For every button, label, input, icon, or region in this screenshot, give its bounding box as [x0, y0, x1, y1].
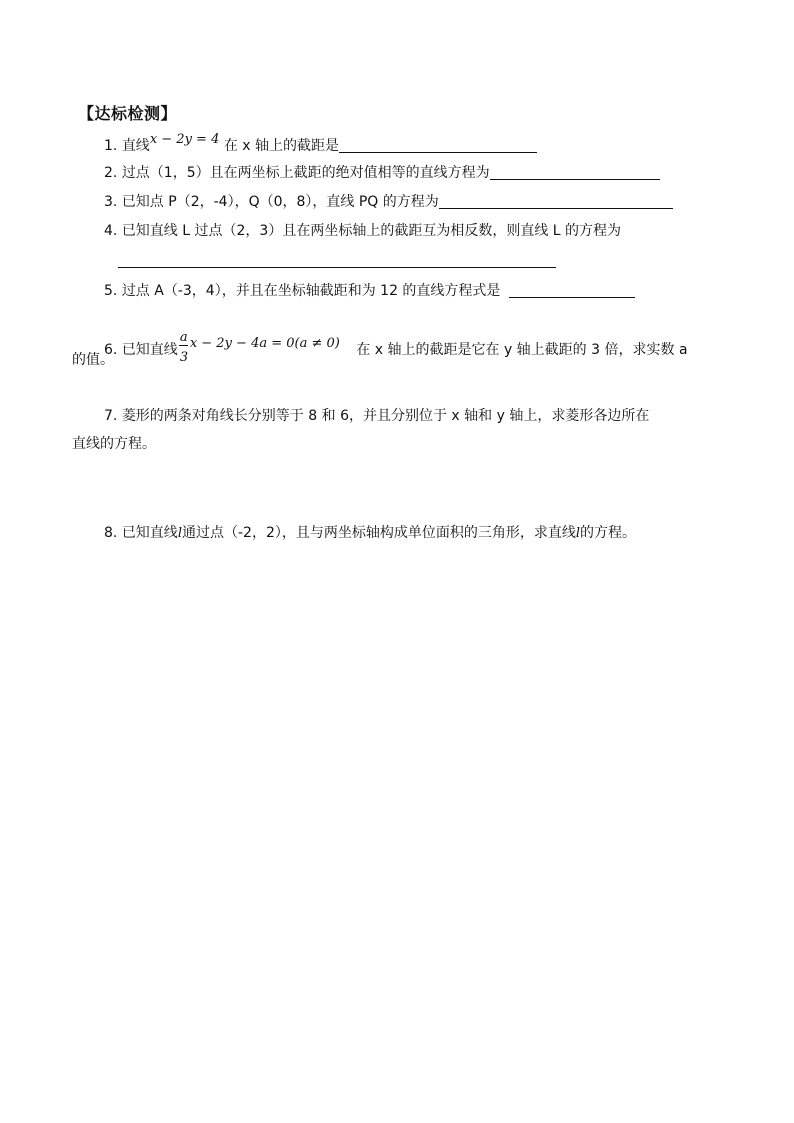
- question-6-continuation: 的值。: [72, 352, 114, 368]
- question-text: 在 x 轴上的截距是: [223, 138, 339, 154]
- answer-blank[interactable]: [439, 193, 673, 209]
- answer-blank[interactable]: [490, 164, 660, 180]
- question-text: 直线: [121, 138, 150, 154]
- fraction-denominator: 3: [179, 350, 189, 365]
- question-3: [104, 192, 673, 212]
- question-7: [104, 406, 649, 426]
- question-6: [104, 328, 688, 368]
- fraction: [178, 328, 190, 368]
- question-number: 8.: [104, 525, 118, 541]
- question-2: [104, 163, 660, 183]
- math-variable: l: [177, 526, 182, 541]
- question-number: 7.: [104, 408, 118, 424]
- question-number: 4.: [104, 223, 118, 239]
- question-number: 6.: [104, 342, 118, 358]
- question-7-continuation: 直线的方程。: [72, 436, 156, 452]
- answer-blank[interactable]: [118, 252, 556, 268]
- question-number: 1.: [104, 138, 118, 154]
- question-8: [104, 523, 636, 544]
- question-text: 过点（1，5）且在两坐标上截距的绝对值相等的直线方程为: [121, 165, 490, 181]
- question-5: [104, 281, 635, 301]
- question-text: 在 x 轴上的截距是它在 y 轴上截距的 3 倍，求实数 a: [356, 342, 688, 358]
- section-heading: 【达标检测】: [78, 104, 178, 123]
- question-number: 2.: [104, 165, 118, 181]
- fraction-numerator: a: [179, 330, 188, 345]
- question-text: 已知直线: [121, 525, 178, 541]
- question-text: 已知直线 L 过点（2，3）且在两坐标轴上的截距互为相反数，则直线 L 的方程为: [121, 223, 622, 239]
- fraction-bar: [179, 345, 188, 346]
- question-text: 的方程。: [580, 525, 637, 541]
- math-expression: x − 2y = 4: [149, 132, 220, 147]
- math-expression: x − 2y − 4a = 0(a ≠ 0): [189, 336, 340, 351]
- question-text: 通过点（-2，2），且与两坐标轴构成单位面积的三角形，求直线: [181, 525, 576, 541]
- question-number: 5.: [104, 283, 118, 299]
- answer-blank[interactable]: [339, 137, 537, 153]
- answer-blank[interactable]: [509, 282, 635, 298]
- question-1: [104, 132, 537, 157]
- question-text: 已知直线: [121, 342, 178, 358]
- math-variable: l: [575, 526, 581, 541]
- question-4: [104, 221, 621, 241]
- question-number: 3.: [104, 194, 118, 210]
- question-text: 菱形的两条对角线长分别等于 8 和 6，并且分别位于 x 轴和 y 轴上，求菱形各边所在: [121, 408, 650, 424]
- question-text: 过点 A（-3，4），并且在坐标轴截距和为 12 的直线方程式是: [121, 283, 501, 299]
- question-text: 已知点 P（2，-4），Q（0，8），直线 PQ 的方程为: [121, 194, 439, 210]
